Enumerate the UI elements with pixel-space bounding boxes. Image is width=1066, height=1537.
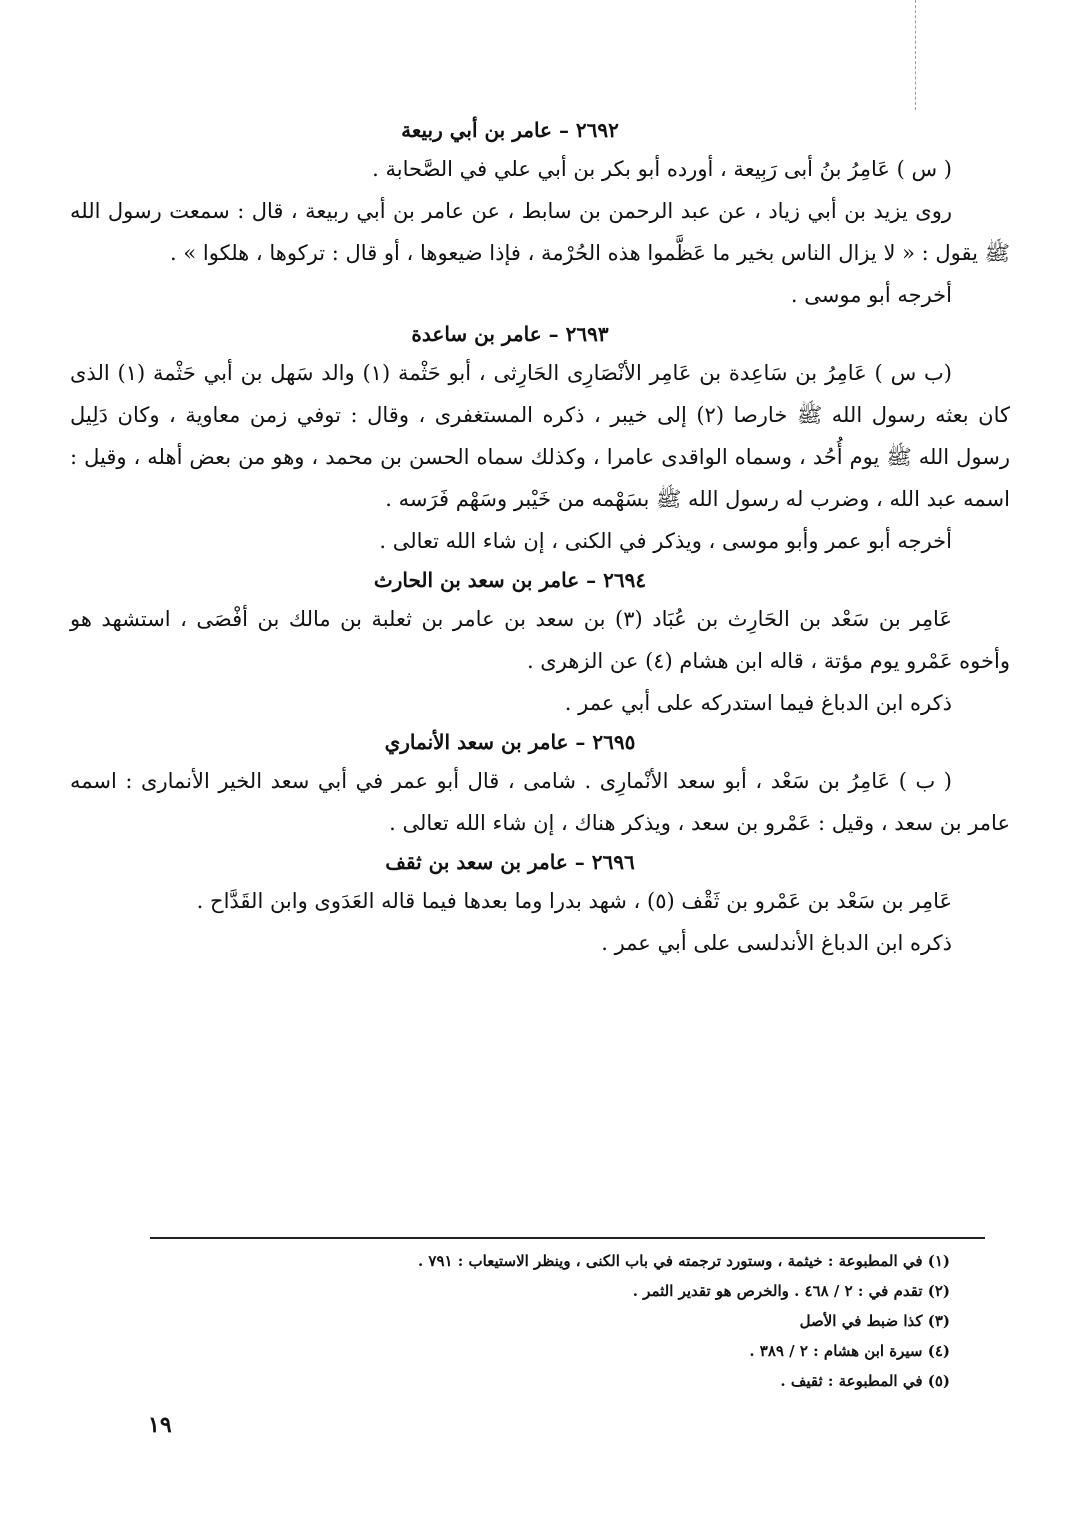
footnote-divider: [150, 1237, 985, 1239]
entry-2692: [70, 112, 1010, 316]
footnote-item: (١) في المطبوعة : خيثمة ، وستورد ترجمته في باب الكنى ، وينظر الاستيعاب : ٧٩١ .: [417, 1252, 950, 1270]
entry-paragraph: عَامِر بن سَعْد بن عَمْرو بن ثَقْف (٥) ، شهد بدرا وما بعدها فيما قاله العَدَوى وابن القَدَّاح .: [196, 889, 952, 913]
footnote-item: (٤) سيرة ابن هشام : ٢ / ٣٨٩ .: [749, 1342, 950, 1360]
entry-2695: [70, 724, 1010, 844]
entry-2694: [70, 562, 1010, 724]
entry-2693: [70, 316, 1010, 562]
footnote-item: (٣) كذا ضبط في الأصل: [799, 1312, 950, 1330]
entry-attribution: ذكره ابن الدباغ الأندلسى على أبي عمر .: [601, 931, 952, 955]
scan-edge-line: [915, 0, 916, 110]
entry-heading: ٢٦٩٥ – عامر بن سعد الأنماري: [384, 730, 636, 754]
entry-attribution: أخرجه أبو عمر وأبو موسى ، ويذكر في الكنى ، إن شاء الله تعالى .: [379, 529, 952, 553]
entry-2696: [70, 844, 1010, 964]
entry-paragraph: ( س ) عَامِرُ بنُ أبى رَبِيعة ، أورده أبو بكر بن أبي علي في الصَّحابة .: [372, 157, 952, 181]
entry-paragraph: عَامِر بن سَعْد بن الحَارِث بن عُبَاد (٣) بن سعد بن عامر بن ثعلبة بن مالك بن أفْصَى ، استشهد هو وأخوه عَمْرو يوم مؤتة ، قاله ابن هشام (٤) عن الزهرى .: [70, 607, 1010, 673]
main-text: [70, 112, 1010, 964]
footnote-item: (٥) في المطبوعة : ثقيف .: [780, 1372, 950, 1390]
entry-attribution: أخرجه أبو موسى .: [790, 283, 952, 307]
entry-heading: ٢٦٩٢ – عامر بن أبي ربيعة: [401, 118, 619, 142]
footnote-item: (٢) تقدم في : ٢ / ٤٦٨ . والخرص هو تقدير الثمر .: [632, 1282, 950, 1300]
entry-attribution: ذكره ابن الدباغ فيما استدركه على أبي عمر .: [564, 691, 952, 715]
entry-heading: ٢٦٩٣ – عامر بن ساعدة: [411, 322, 609, 346]
entry-paragraph: روى يزيد بن أبي زياد ، عن عبد الرحمن بن سابط ، عن عامر بن أبي ربيعة ، قال : سمعت رسول الله ﷺ يقول : « لا يزال الناس بخير ما عَظَّموا هذه الحُرْمة ، فإذا ضيعوها ، أو قال : تركوها ، هلكوا » .: [70, 199, 1010, 265]
entry-heading: ٢٦٩٦ – عامر بن سعد بن ثقف: [385, 850, 635, 874]
footnotes: [150, 1246, 950, 1396]
entry-heading: ٢٦٩٤ – عامر بن سعد بن الحارث: [373, 568, 647, 592]
entry-paragraph: ( ب ) عَامِرُ بن سَعْد ، أبو سعد الأنْمارِى . شامى ، قال أبو عمر في أبي سعد الخير الأنمارى : اسمه عامر بن سعد ، وقيل : عَمْرو بن سعد ، ويذكر هناك ، إن شاء الله تعالى .: [70, 769, 1010, 835]
page-number: ١٩: [148, 1412, 172, 1438]
entry-paragraph: (ب س ) عَامِرُ بن سَاعِدة بن عَامِر الأنْصَارِى الحَارِثى ، أبو حَثْمة (١) والد سَهل بن أبي حَثْمة (١) الذى كان بعثه رسول الله ﷺ خارصا (٢) إلى خيبر ، ذكره المستغفرى ، وقال : توفي زمن معاوية ، وكان دَلِيل رسول الله ﷺ يوم أُحُد ، وسماه الواقدى عامرا ، وكذلك سماه الحسن بن محمد ، وهو من بعض أهله ، وقيل : اسمه عبد الله ، وضرب له رسول الله ﷺ بسَهْمه من خَيْبر وسَهْم فَرَسه .: [70, 361, 1010, 511]
